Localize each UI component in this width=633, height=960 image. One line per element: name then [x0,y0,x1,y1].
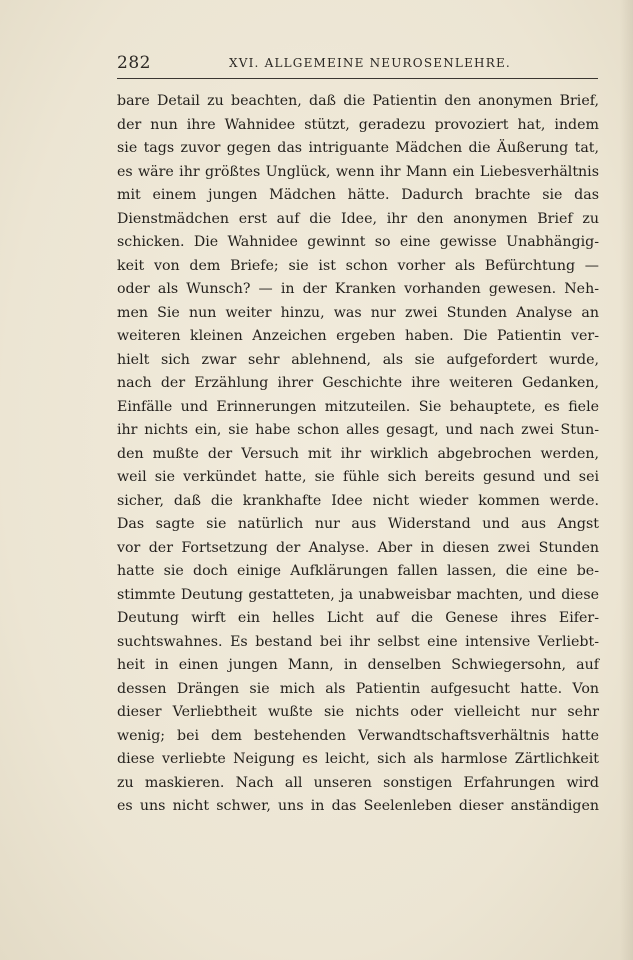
header-rule [117,78,598,79]
text-line-3: sie tags zuvor gegen das intriguante Mädchen die Äußerung tat, [117,140,599,156]
text-line-2: der nun ihre Wahnidee stützt, geradezu provoziert hat, indem [117,116,599,133]
text-line-15: ihr nichts ein, sie habe schon alles gesagt, und nach zwei Stun- [117,422,599,438]
text-line-24: suchtswahnes. Es bestand bei ihr selbst eine intensive Verliebt- [117,633,599,650]
text-line-22: stimmte Deutung gestatteten, ja unabweisbar machten, und diese [117,586,599,603]
text-line-13: nach der Erzählung ihrer Geschichte ihre weiteren Gedanken, [117,375,599,391]
page-edge-shadow [620,0,633,960]
text-line-17: weil sie verkündet hatte, sie fühle sich bereits gesund und sei [117,469,599,485]
text-line-27: dieser Verliebtheit wußte sie nichts oder vielleicht nur sehr [117,704,599,720]
text-line-20: vor der Fortsetzung der Analyse. Aber in diesen zwei Stunden [117,539,599,556]
text-line-4: es wäre ihr größtes Unglück, wenn ihr Mann ein Liebesverhältnis [117,163,599,180]
page-number: 282 [117,53,151,73]
text-line-19: Das sagte sie natürlich nur aus Widerstand und aus Angst [117,516,599,532]
text-line-5: mit einem jungen Mädchen hätte. Dadurch brachte sie das [117,187,599,203]
text-line-9: oder als Wunsch? — in der Kranken vorhanden gewesen. Neh- [117,281,599,297]
text-line-31: es uns nicht schwer, uns in das Seelenleben dieser anständigen [117,798,599,814]
text-line-29: diese verliebte Neigung es leicht, sich als harmlose Zärtlichkeit [117,751,599,767]
text-line-12: hielt sich zwar sehr ablehnend, als sie aufgefordert wurde, [117,351,599,368]
text-line-1: bare Detail zu beachten, daß die Patientin den anonymen Brief, [117,93,599,109]
text-line-6: Dienstmädchen erst auf die Idee, ihr den anonymen Brief zu [117,210,599,227]
text-line-28: wenig; bei dem bestehenden Verwandtschaftsverhältnis hatte [117,727,599,744]
text-line-25: heit in einen jungen Mann, in denselben Schwiegersohn, auf [117,657,599,673]
text-line-18: sicher, daß die krankhafte Idee nicht wieder kommen werde. [117,492,599,509]
text-line-8: keit von dem Briefe; sie ist schon vorher als Befürchtung — [117,257,599,274]
text-line-16: den mußte der Versuch mit ihr wirklich abgebrochen werden, [117,445,599,462]
text-line-21: hatte sie doch einige Aufklärungen fallen lassen, die eine be- [117,563,599,579]
page-header [117,50,599,76]
text-line-26: dessen Drängen sie mich als Patientin aufgesucht hatte. Von [117,680,599,697]
text-line-7: schicken. Die Wahnidee gewinnt so eine gewisse Unabhängig- [117,234,599,250]
text-line-30: zu maskieren. Nach all unseren sonstigen Erfahrungen wird [117,774,599,791]
text-line-11: weiteren kleinen Anzeichen ergeben haben. Die Patientin ver- [117,328,599,344]
body-text [117,90,599,819]
running-title: XVI. ALLGEMEINE NEUROSENLEHRE. [229,56,511,70]
text-line-14: Einfälle und Erinnerungen mitzuteilen. Sie behauptete, es fiele [117,398,599,415]
text-line-23: Deutung wirft ein helles Licht auf die Genese ihres Eifer- [117,610,599,626]
text-line-10: men Sie nun weiter hinzu, was nur zwei Stunden Analyse an [117,304,599,321]
